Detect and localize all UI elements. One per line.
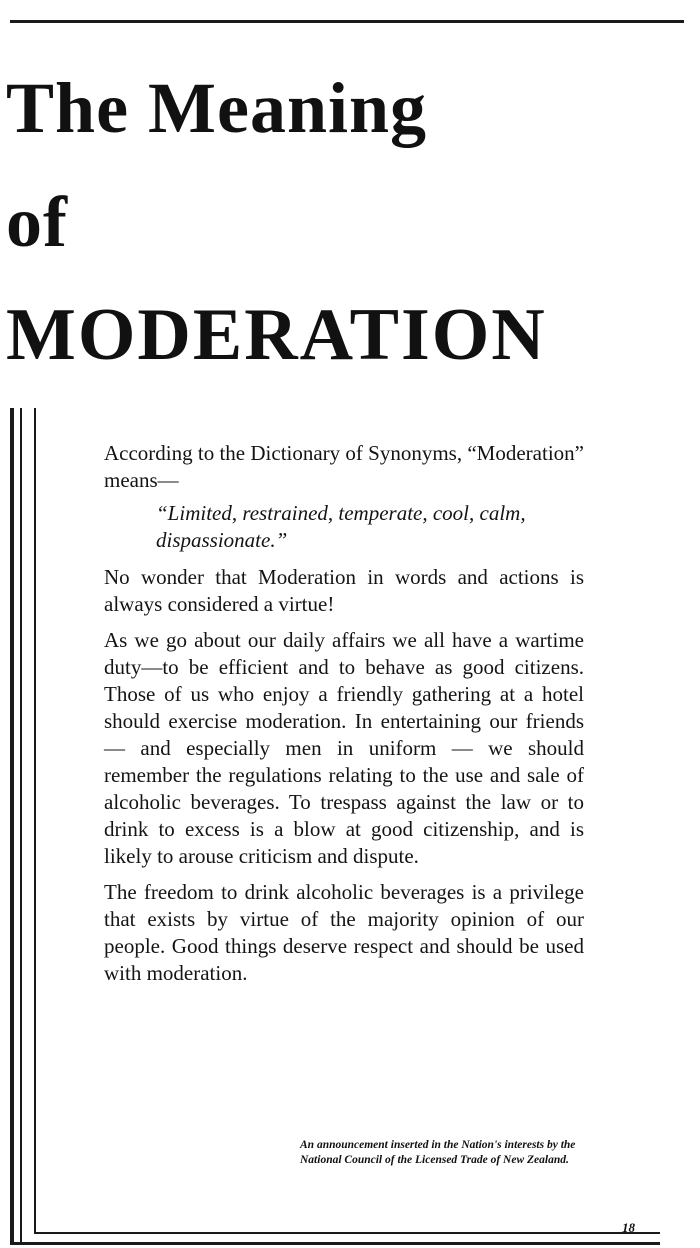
intro-paragraph: According to the Dictionary of Synonyms, “Moderation” means— — [104, 441, 584, 492]
bottom-rule-inner — [34, 1232, 660, 1234]
paragraph-1: No wonder that Moderation in words and actions is always considered a virtue! — [104, 565, 584, 616]
border-line-outer — [10, 408, 14, 1244]
headline-line-3: MODERATION — [6, 294, 547, 376]
top-rule — [10, 20, 684, 23]
paragraph-2: As we go about our daily affairs we all have a wartime duty—to be efficient and to behave as good citizens. Those of us who enjoy a friendly gathering at a hotel should exercise moderation. In entertaining our friends — and especially men in uniform — we should remember the regulations relating to the use and sale of alcoholic beverages. To trespass against the law or to drink to excess is a blow at good citizenship, and is likely to arouse criticism and dispute. — [104, 628, 584, 868]
definition-quote: “Limited, restrained, temperate, cool, calm, dispassionate.” — [156, 501, 526, 552]
headline-line-1: The Meaning — [6, 68, 428, 148]
border-line-inner — [34, 408, 36, 1234]
border-line-middle — [20, 408, 22, 1244]
announcement-footnote: An announcement inserted in the Nation's interests by the National Council of the Licensed Trade of New Zealand. — [300, 1139, 576, 1166]
page-number: 18 — [622, 1220, 635, 1235]
headline-line-2: of — [6, 182, 68, 262]
article-body — [104, 440, 584, 996]
paragraph-3: The freedom to drink alcoholic beverages is a privilege that exists by virtue of the majority opinion of our people. Good things deserve respect and should be used with moderation. — [104, 880, 584, 985]
bottom-rule-outer — [10, 1242, 660, 1245]
